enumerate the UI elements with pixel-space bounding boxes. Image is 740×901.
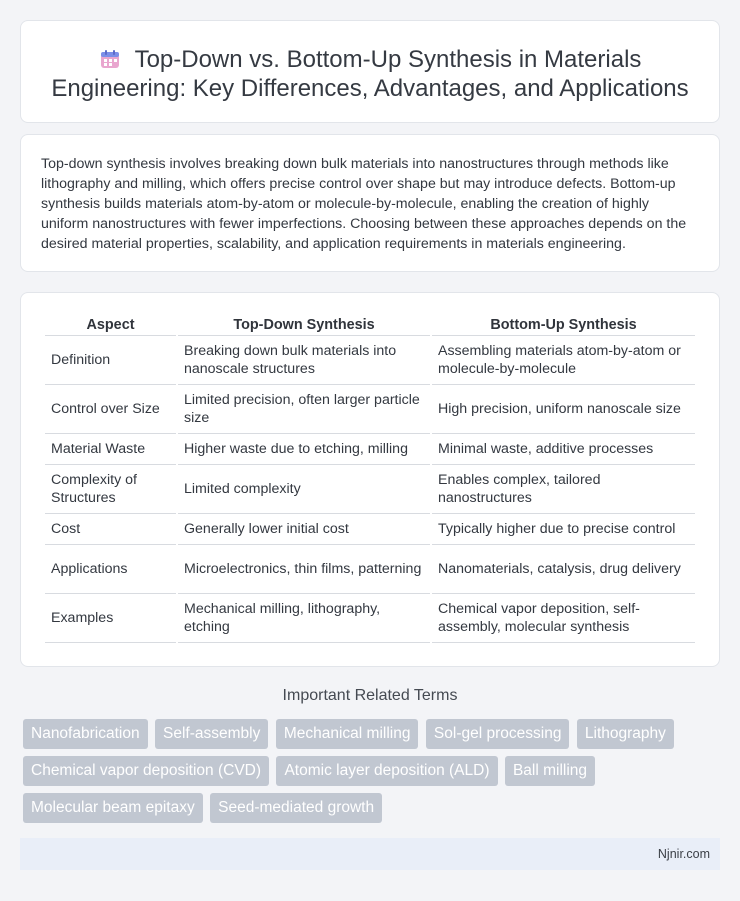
table-row bbox=[45, 434, 695, 465]
table-cell: Chemical vapor deposition, self-assembly, molecular synthesis bbox=[432, 594, 695, 643]
table-cell: High precision, uniform nanoscale size bbox=[432, 385, 695, 434]
table-cell: Generally lower initial cost bbox=[178, 514, 430, 545]
tag-lithography[interactable]: Lithography bbox=[577, 719, 674, 749]
table-row bbox=[45, 336, 695, 385]
table-cell: Breaking down bulk materials into nanoscale structures bbox=[178, 336, 430, 385]
tag-ald[interactable]: Atomic layer deposition (ALD) bbox=[276, 756, 497, 786]
table-cell: Control over Size bbox=[45, 385, 176, 434]
table-cell: Assembling materials atom-by-atom or molecule-by-molecule bbox=[432, 336, 695, 385]
table-cell: Minimal waste, additive processes bbox=[432, 434, 695, 465]
table-cell: Typically higher due to precise control bbox=[432, 514, 695, 545]
calendar-icon bbox=[99, 48, 121, 70]
related-tags bbox=[23, 719, 723, 830]
tag-ball-milling[interactable]: Ball milling bbox=[505, 756, 595, 786]
header-bottom-up: Bottom-Up Synthesis bbox=[432, 313, 695, 336]
table-header-row bbox=[45, 313, 695, 336]
tag-seed-mediated-growth[interactable]: Seed-mediated growth bbox=[210, 793, 382, 823]
comparison-card bbox=[20, 292, 720, 667]
tag-molecular-beam-epitaxy[interactable]: Molecular beam epitaxy bbox=[23, 793, 203, 823]
table-cell: Limited precision, often larger particle size bbox=[178, 385, 430, 434]
tag-cvd[interactable]: Chemical vapor deposition (CVD) bbox=[23, 756, 269, 786]
header-aspect: Aspect bbox=[45, 313, 176, 336]
table-cell: Nanomaterials, catalysis, drug delivery bbox=[432, 545, 695, 594]
header-top-down: Top-Down Synthesis bbox=[178, 313, 430, 336]
footer-site-link[interactable]: Njnir.com bbox=[657, 847, 710, 861]
table-cell: Complexity of Structures bbox=[45, 465, 176, 514]
table-cell: Higher waste due to etching, milling bbox=[178, 434, 430, 465]
table-row bbox=[45, 385, 695, 434]
tag-nanofabrication[interactable]: Nanofabrication bbox=[23, 719, 148, 749]
footer bbox=[20, 838, 720, 870]
comparison-table bbox=[43, 313, 697, 643]
table-cell: Material Waste bbox=[45, 434, 176, 465]
table-cell: Examples bbox=[45, 594, 176, 643]
intro-paragraph: Top-down synthesis involves breaking down bulk materials into nanostructures through methods like lithography and milling, which offers precise control over shape but may introduce defects. Bottom-up synthesis builds materials atom-by-atom or molecule-by-molecule, enabling the creation of highly uniform nanostructures with fewer imperfections. Choosing between these approaches depends on the desired material properties, scalability, and application requirements in materials engineering. bbox=[41, 156, 687, 252]
table-row bbox=[45, 514, 695, 545]
table-cell: Enables complex, tailored nanostructures bbox=[432, 465, 695, 514]
table-cell: Cost bbox=[45, 514, 176, 545]
table-cell: Microelectronics, thin films, patterning bbox=[178, 545, 430, 594]
table-row bbox=[45, 594, 695, 643]
related-terms-title: Important Related Terms bbox=[282, 687, 458, 704]
table-cell: Definition bbox=[45, 336, 176, 385]
table-row bbox=[45, 545, 695, 594]
tag-sol-gel-processing[interactable]: Sol-gel processing bbox=[426, 719, 570, 749]
table-cell: Applications bbox=[45, 545, 176, 594]
title-card bbox=[20, 20, 720, 123]
tag-self-assembly[interactable]: Self-assembly bbox=[155, 719, 268, 749]
intro-card bbox=[20, 134, 720, 272]
tag-mechanical-milling[interactable]: Mechanical milling bbox=[276, 719, 419, 749]
table-cell: Limited complexity bbox=[178, 465, 430, 514]
table-row bbox=[45, 465, 695, 514]
title-text: Top-Down vs. Bottom-Up Synthesis in Materials Engineering: Key Differences, Advantages, and Applications bbox=[51, 46, 689, 102]
page-title bbox=[21, 45, 719, 103]
table-cell: Mechanical milling, lithography, etching bbox=[178, 594, 430, 643]
